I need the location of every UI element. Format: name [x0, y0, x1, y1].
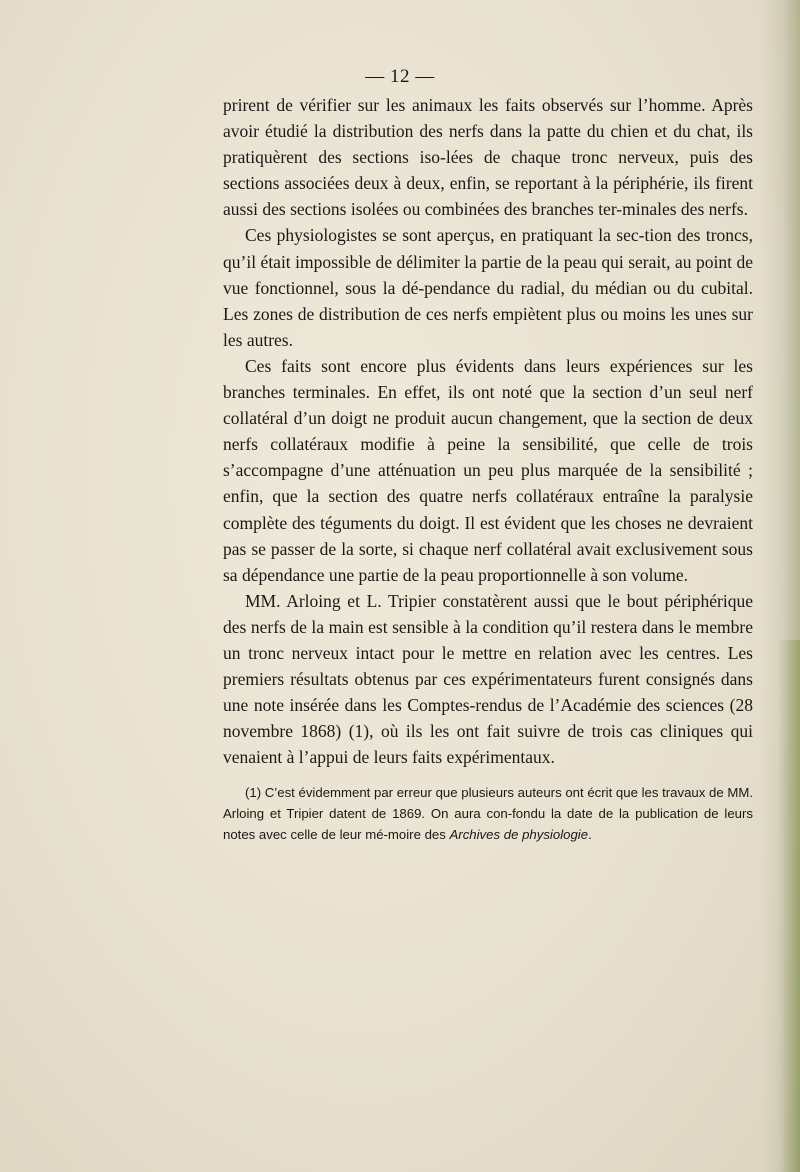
footnote-text: (1) C’est évidemment par erreur que plusieurs auteurs ont écrit que les travaux de MM. Arloing et Tripier datent de 1869. On aura con-fondu la date de la publication de leurs notes avec celle de leur mé-moire des	[223, 785, 753, 843]
paragraph: MM. Arloing et L. Tripier constatèrent aussi que le bout périphérique des nerfs de la main est sensible à la condition qu’il restera dans le membre un tronc nerveux intact pour le mettre en relation avec les centres. Les premiers résultats obtenus par ces expérimentateurs furent consignés dans une note insérée dans les Comptes-rendus de l’Académie des sciences (28 novembre 1868) (1), où ils les ont fait suivre de trois cas cliniques qui venaient à l’appui de leurs faits expérimentaux.	[223, 590, 753, 768]
paragraph: Ces faits sont encore plus évidents dans leurs expériences sur les branches terminales. En effet, ils ont noté que la section d’un seul nerf collatéral d’un doigt ne produit aucun changement, que la section de deux nerfs collatéraux modifie à peine la sensibilité, que celle de trois s’accompagne d’une atténuation un peu plus marquée de la sensibilité ; enfin, que la section des quatre nerfs collatéraux entraîne la paralysie complète des téguments du doigt. Il est évident que les choses ne devraient pas se passer de la sorte, si chaque nerf collatéral avait exclusivement sous sa dépendance une partie de la peau proportionnelle à son volume.	[223, 355, 753, 585]
paragraph: Ces physiologistes se sont aperçus, en pratiquant la sec-tion des troncs, qu’il était impossible de délimiter la partie de la peau qui serait, au point de vue fonctionnel, sous la dé-pendance du radial, du médian ou du cubital. Les zones de distribution de ces nerfs empiètent plus ou moins les unes sur les autres.	[223, 225, 753, 350]
paragraph: prirent de vérifier sur les animaux les faits observés sur l’homme. Après avoir étudié la distribution des nerfs dans la patte du chien et du chat, ils pratiquèrent des sections iso-lées de chaque tronc nerveux, puis des sections associées deux à deux, enfin, se reportant à la périphérie, ils firent aussi des sections isolées ou combinées des branches ter-minales des nerfs.	[223, 95, 753, 220]
footnote-italic: Archives de physiologie	[449, 827, 589, 843]
page-number: — 12 —	[365, 66, 435, 87]
footnote-end: .	[588, 827, 592, 843]
page-edge-stain	[778, 640, 800, 1172]
footnote	[223, 782, 753, 845]
page-body	[223, 92, 753, 845]
